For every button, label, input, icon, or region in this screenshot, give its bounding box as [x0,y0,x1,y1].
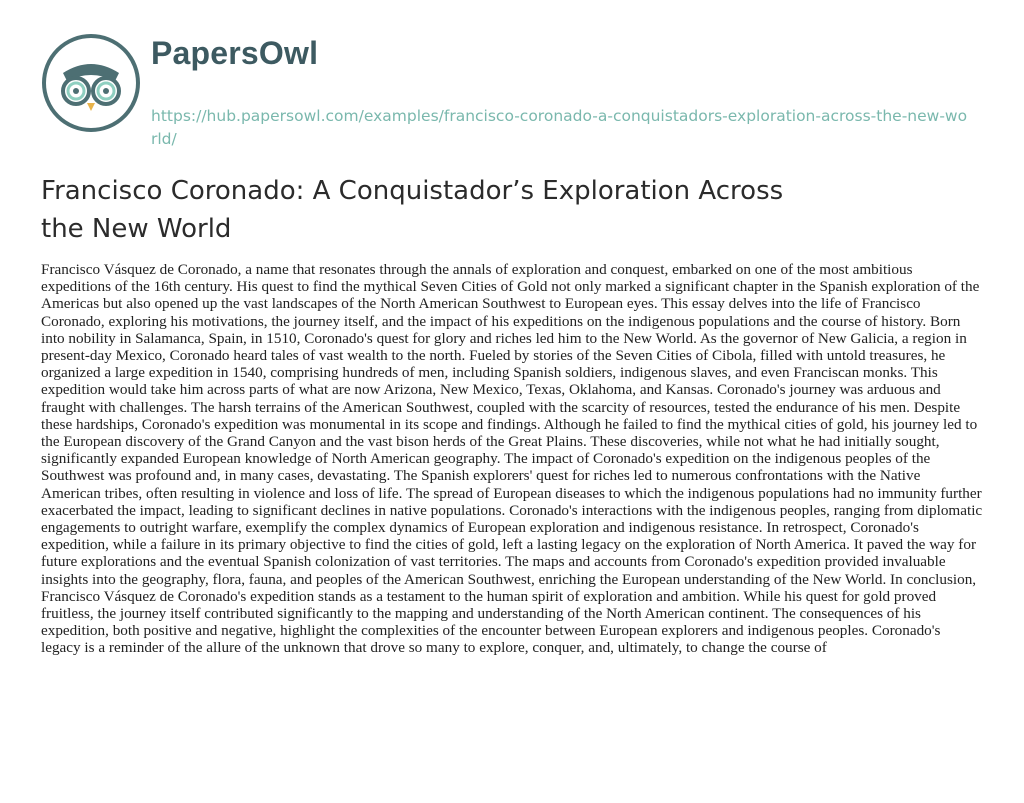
article-body: Francisco Vásquez de Coronado, a name that resonates through the annals of exploration and conquest, embarked on one of the most ambitious expeditions of the 16th century. His quest to find the mythical Seven Cities of Gold not only marked a significant chapter in the Spanish exploration of the Americas but also opened up the vast landscapes of the North American Southwest to European eyes. This essay delves into the life of Francisco Coronado, exploring his motivations, the journey itself, and the impact of his expeditions on the indigenous populations and the course of history. Born into nobility in Salamanca, Spain, in 1510, Coronado's quest for glory and riches led him to the New World. As the governor of New Galicia, a region in present-day Mexico, Coronado heard tales of vast wealth to the north. Fueled by stories of the Seven Cities of Cibola, filled with untold treasures, he organized a large expedition in 1540, comprising hundreds of men, including Spanish soldiers, indigenous slaves, and even Franciscan monks. This expedition would take him across parts of what are now Arizona, New Mexico, Texas, Oklahoma, and Kansas. Coronado's journey was arduous and fraught with challenges. The harsh terrains of the American Southwest, coupled with the scarcity of resources, tested the endurance of his men. Despite these hardships, Coronado's expedition was monumental in its scope and findings. Although he failed to find the mythical cities of gold, his journey led to the European discovery of the Grand Canyon and the vast bison herds of the Great Plains. These discoveries, while not what he had initially sought, significantly expanded European knowledge of North American geography. The impact of Coronado's expedition on the indigenous peoples of the Southwest was profound and, in many cases, devastating. The Spanish explorers' quest for riches led to numerous confrontations with the Native American tribes, often resulting in violence and loss of life. The spread of European diseases to which the indigenous populations had no immunity further exacerbated the impact, leading to significant declines in native populations. Coronado's interactions with the indigenous peoples, ranging from diplomatic engagements to outright warfare, exemplify the complex dynamics of European exploration and indigenous resistance. In retrospect, Coronado's expedition, while a failure in its primary objective to find the cities of gold, left a lasting legacy on the exploration of North America. It paved the way for future explorations and the eventual Spanish colonization of vast territories. The maps and accounts from Coronado's expedition provided invaluable insights into the geography, flora, fauna, and peoples of the American Southwest, enriching the European understanding of the New World. In conclusion, Francisco Vásquez de Coronado's expedition stands as a testament to the human spirit of exploration and ambition. While his quest for gold proved fruitless, the journey itself contributed significantly to the mapping and understanding of the North American continent. The consequences of his expedition, both positive and negative, highlight the complexities of the encounter between European explorers and indigenous peoples. Coronado's legacy is a reminder of the allure of the unknown that drove so many to explore, conquer, and, ultimately, to change the course of [41,261,983,657]
article-title: Francisco Coronado: A Conquistador’s Exploration Across the New World [41,176,784,244]
brand-name[interactable]: PapersOwl [151,35,319,71]
site-header [41,33,1001,153]
source-url-link[interactable]: https://hub.papersowl.com/examples/francisco-coronado-a-conquistadors-exploration-across-the-new-world/ [151,107,968,148]
owl-logo-icon[interactable] [41,33,141,133]
